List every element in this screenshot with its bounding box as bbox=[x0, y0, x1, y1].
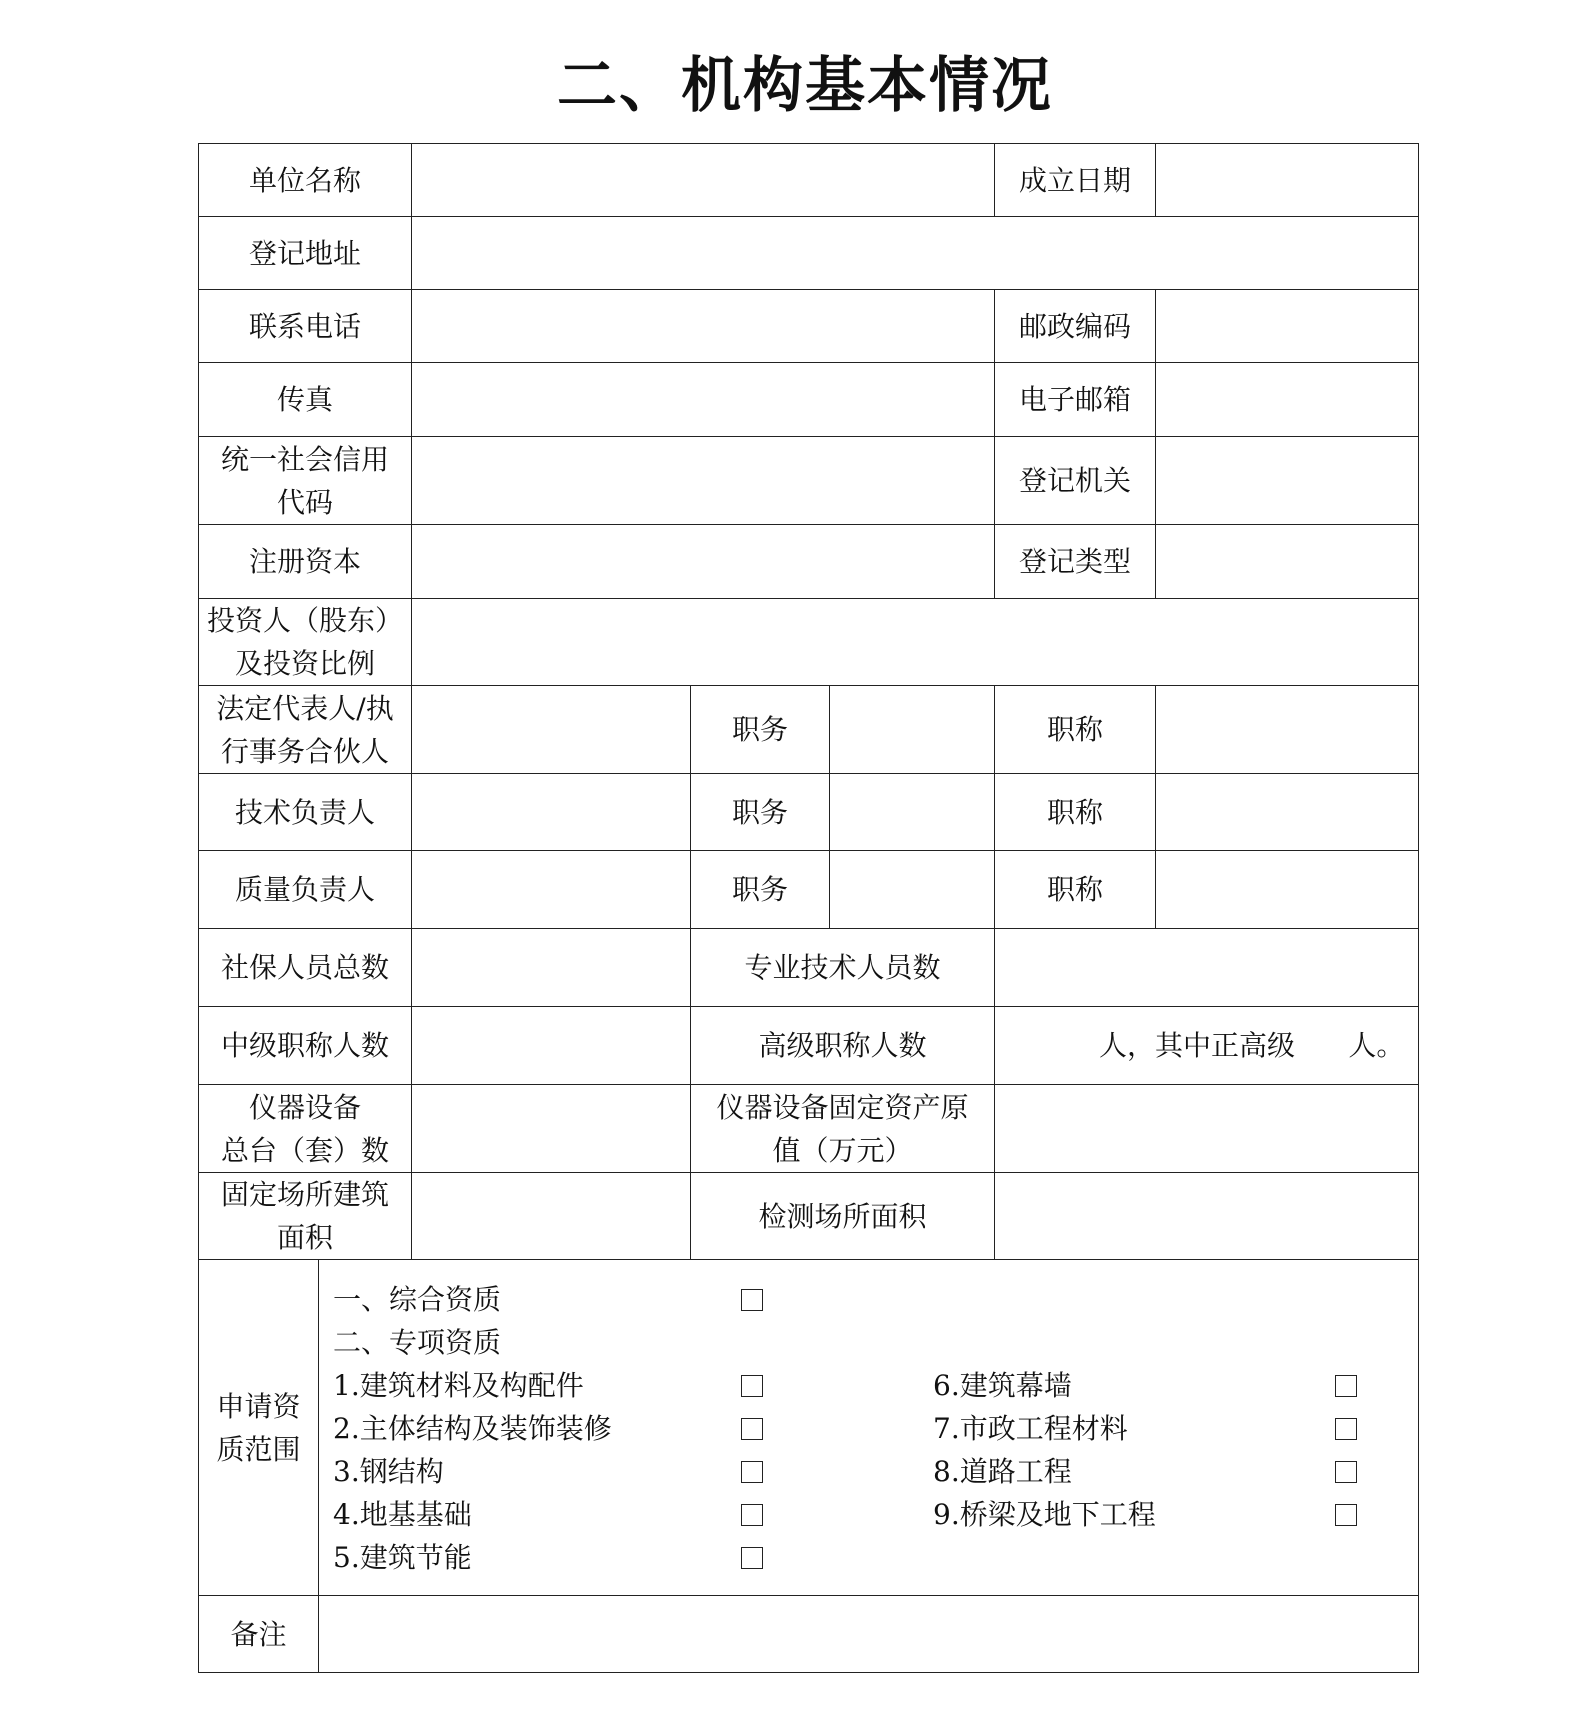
field-equip-value[interactable] bbox=[995, 1085, 1419, 1173]
scope-item-7-label: 7.市政工程材料 bbox=[933, 1412, 1128, 1445]
checkbox-item-5[interactable] bbox=[741, 1547, 763, 1569]
checkbox-item-4[interactable] bbox=[741, 1504, 763, 1526]
label-investor bbox=[199, 599, 412, 686]
label-building-area-line2: 面积 bbox=[277, 1221, 334, 1254]
field-quality-lead-title[interactable] bbox=[1156, 851, 1419, 929]
label-equip-value-line1: 仪器设备固定资产原 bbox=[716, 1090, 969, 1124]
label-investor-line2: 及投资比例 bbox=[235, 647, 376, 680]
scope-item-2-label: 2.主体结构及装饰装修 bbox=[333, 1412, 612, 1445]
field-fax[interactable] bbox=[412, 363, 995, 437]
label-postcode: 邮政编码 bbox=[995, 290, 1156, 363]
field-postcode[interactable] bbox=[1156, 290, 1419, 363]
field-legal-rep-position[interactable] bbox=[830, 686, 995, 774]
scope-row-1 bbox=[333, 1364, 1418, 1407]
label-building-area bbox=[199, 1173, 412, 1260]
field-unit-name[interactable] bbox=[412, 144, 995, 217]
field-senior-title-count[interactable]: 人，其中正高级 人。 bbox=[995, 1007, 1419, 1085]
checkbox-item-6[interactable] bbox=[1335, 1375, 1357, 1397]
label-email: 电子邮箱 bbox=[995, 363, 1156, 437]
label-scope-line2: 质范围 bbox=[216, 1432, 301, 1466]
field-mid-title-count[interactable] bbox=[412, 1007, 691, 1085]
field-tech-lead-position[interactable] bbox=[830, 774, 995, 851]
field-prof-tech-count[interactable] bbox=[995, 929, 1419, 1007]
label-mid-title-count: 中级职称人数 bbox=[199, 1007, 412, 1085]
scope-item-9-label: 9.桥梁及地下工程 bbox=[933, 1498, 1156, 1531]
field-reg-authority[interactable] bbox=[1156, 437, 1419, 525]
label-founded-date: 成立日期 bbox=[995, 144, 1156, 217]
checkbox-item-2[interactable] bbox=[741, 1418, 763, 1440]
label-reg-authority: 登记机关 bbox=[995, 437, 1156, 525]
field-tech-lead-title[interactable] bbox=[1156, 774, 1419, 851]
field-equip-count[interactable] bbox=[412, 1085, 691, 1173]
field-reg-address[interactable] bbox=[412, 217, 1419, 290]
institution-info-table bbox=[198, 143, 1419, 1673]
field-remarks[interactable] bbox=[319, 1596, 1419, 1673]
label-equip-value bbox=[691, 1085, 995, 1173]
field-investor[interactable] bbox=[412, 599, 1419, 686]
label-legal-rep-title: 职称 bbox=[995, 686, 1156, 774]
checkbox-comprehensive[interactable] bbox=[741, 1289, 763, 1311]
checkbox-item-3[interactable] bbox=[741, 1461, 763, 1483]
label-remarks: 备注 bbox=[199, 1596, 319, 1673]
scope-item-1-label: 1.建筑材料及构配件 bbox=[333, 1369, 584, 1402]
label-reg-capital: 注册资本 bbox=[199, 525, 412, 599]
checkbox-item-8[interactable] bbox=[1335, 1461, 1357, 1483]
label-credit-code-line2: 代码 bbox=[277, 485, 334, 519]
label-legal-rep-line1: 法定代表人/执 bbox=[216, 691, 394, 725]
field-legal-rep-title[interactable] bbox=[1156, 686, 1419, 774]
scope-item-6-label: 6.建筑幕墙 bbox=[933, 1369, 1072, 1402]
label-equip-count-line1: 仪器设备 bbox=[249, 1090, 362, 1124]
label-equip-value-line2: 值（万元） bbox=[772, 1133, 913, 1167]
scope-row-4 bbox=[333, 1493, 1418, 1536]
label-scope-line1: 申请资 bbox=[216, 1389, 301, 1423]
scope-item-5-label: 5.建筑节能 bbox=[333, 1541, 472, 1574]
field-phone[interactable] bbox=[412, 290, 995, 363]
label-social-ins-total: 社保人员总数 bbox=[199, 929, 412, 1007]
label-prof-tech-count: 专业技术人员数 bbox=[691, 929, 995, 1007]
field-reg-type[interactable] bbox=[1156, 525, 1419, 599]
label-equip-count-line2: 总台（套）数 bbox=[221, 1133, 390, 1167]
field-quality-lead[interactable] bbox=[412, 851, 691, 929]
scope-item-8-label: 8.道路工程 bbox=[933, 1455, 1072, 1488]
label-legal-rep-position: 职务 bbox=[691, 686, 830, 774]
label-senior-title-count: 高级职称人数 bbox=[691, 1007, 995, 1085]
label-quality-lead: 质量负责人 bbox=[199, 851, 412, 929]
field-email[interactable] bbox=[1156, 363, 1419, 437]
label-legal-rep bbox=[199, 686, 412, 774]
scope-item-3-label: 3.钢结构 bbox=[333, 1455, 444, 1488]
label-unit-name: 单位名称 bbox=[199, 144, 412, 217]
label-testing-area: 检测场所面积 bbox=[691, 1173, 995, 1260]
checkbox-item-1[interactable] bbox=[741, 1375, 763, 1397]
field-building-area[interactable] bbox=[412, 1173, 691, 1260]
scope-row-2 bbox=[333, 1407, 1418, 1450]
page-title: 二、机构基本情况 bbox=[557, 51, 1053, 121]
label-tech-lead-position: 职务 bbox=[691, 774, 830, 851]
scope-row-comprehensive bbox=[333, 1278, 1418, 1321]
field-founded-date[interactable] bbox=[1156, 144, 1419, 217]
label-investor-line1: 投资人（股东） bbox=[207, 604, 404, 637]
label-legal-rep-line2: 行事务合伙人 bbox=[221, 734, 390, 768]
scope-item-4-label: 4.地基基础 bbox=[333, 1498, 472, 1531]
label-reg-type: 登记类型 bbox=[995, 525, 1156, 599]
label-scope bbox=[199, 1260, 319, 1596]
scope-panel bbox=[319, 1260, 1419, 1596]
label-reg-address: 登记地址 bbox=[199, 217, 412, 290]
label-equip-count bbox=[199, 1085, 412, 1173]
field-legal-rep[interactable] bbox=[412, 686, 691, 774]
label-quality-lead-position: 职务 bbox=[691, 851, 830, 929]
label-fax: 传真 bbox=[199, 363, 412, 437]
label-quality-lead-title: 职称 bbox=[995, 851, 1156, 929]
scope-special-label: 二、专项资质 bbox=[333, 1326, 502, 1359]
field-quality-lead-position[interactable] bbox=[830, 851, 995, 929]
scope-row-3 bbox=[333, 1450, 1418, 1493]
label-credit-code-line1: 统一社会信用 bbox=[221, 442, 390, 476]
field-social-ins-total[interactable] bbox=[412, 929, 691, 1007]
label-credit-code bbox=[199, 437, 412, 525]
scope-row-special bbox=[333, 1321, 1418, 1364]
label-tech-lead-title: 职称 bbox=[995, 774, 1156, 851]
checkbox-item-9[interactable] bbox=[1335, 1504, 1357, 1526]
field-credit-code[interactable] bbox=[412, 437, 995, 525]
field-testing-area[interactable] bbox=[995, 1173, 1419, 1260]
label-tech-lead: 技术负责人 bbox=[199, 774, 412, 851]
field-tech-lead[interactable] bbox=[412, 774, 691, 851]
label-phone: 联系电话 bbox=[199, 290, 412, 363]
field-reg-capital[interactable] bbox=[412, 525, 995, 599]
checkbox-item-7[interactable] bbox=[1335, 1418, 1357, 1440]
scope-comprehensive-label: 一、综合资质 bbox=[333, 1283, 502, 1316]
label-building-area-line1: 固定场所建筑 bbox=[221, 1178, 390, 1211]
scope-row-5 bbox=[333, 1536, 1418, 1579]
